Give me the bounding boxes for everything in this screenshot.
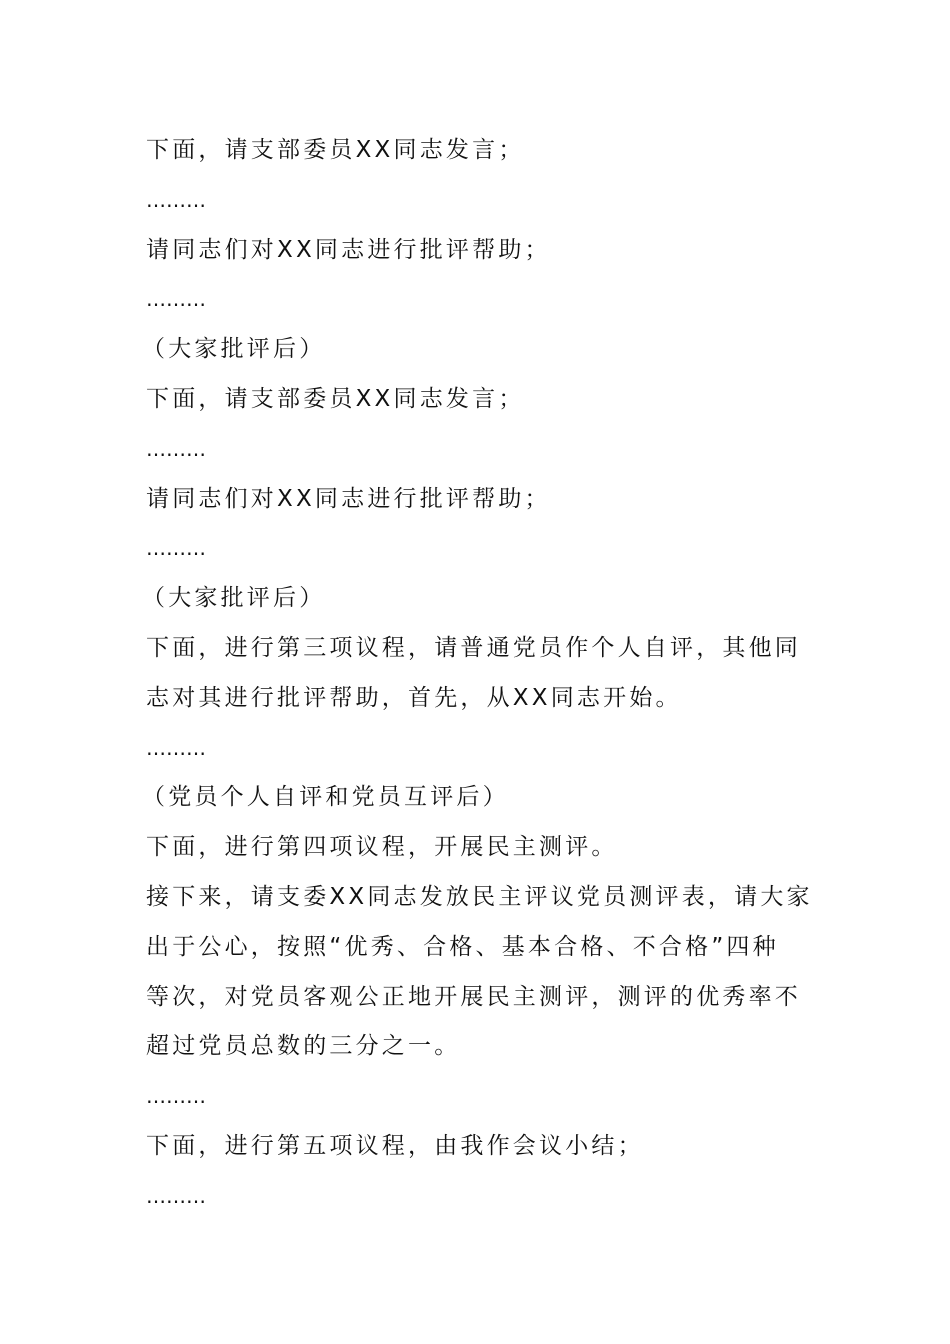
ellipsis-line: ……… (146, 1084, 206, 1109)
text-line: 下面，请支部委员XX同志发言； (146, 137, 525, 163)
text-line: 下面，进行第四项议程，开展民主测评。 (146, 834, 618, 861)
stage-direction-line: （党员个人自评和党员互评后） (142, 784, 509, 811)
text-line: 超过党员总数的三分之一。 (146, 1033, 461, 1060)
text-line: 下面，请支部委员XX同志发言； (146, 385, 525, 412)
text-line: 下面，进行第五项议程，由我作会议小结； (146, 1132, 644, 1159)
stage-direction-line: （大家批评后） (142, 336, 326, 363)
ellipsis-line: ……… (146, 436, 206, 461)
text-line: 请同志们对XX同志进行批评帮助； (146, 236, 551, 263)
document-body (142, 126, 813, 1222)
text-line: 志对其进行批评帮助，首先，从XX同志开始。 (146, 684, 682, 711)
stage-direction-line: （大家批评后） (142, 585, 326, 612)
text-line: 请同志们对XX同志进行批评帮助； (146, 485, 551, 512)
ellipsis-line: ……… (146, 536, 206, 561)
ellipsis-line: ……… (146, 187, 206, 212)
ellipsis-line: ……… (146, 287, 206, 312)
ellipsis-line: ……… (146, 1183, 206, 1208)
text-line: 接下来，请支委XX同志发放民主评议党员测评表，请大家 (146, 883, 813, 910)
ellipsis-line: ……… (146, 735, 206, 760)
text-line: 下面，进行第三项议程，请普通党员作个人自评，其他同 (146, 634, 801, 661)
text-line: 等次，对党员客观公正地开展民主测评，测评的优秀率不 (146, 983, 801, 1010)
text-line: 出于公心，按照“优秀、合格、基本合格、不合格”四种 (146, 933, 779, 960)
